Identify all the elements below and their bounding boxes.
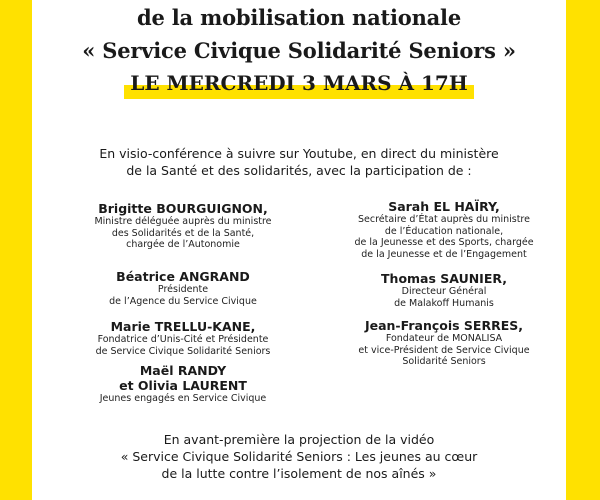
- participant-role-line: de Service Civique Solidarité Seniors: [95, 345, 271, 357]
- participant-saunier: [314, 271, 574, 309]
- footer-line-2: « Service Civique Solidarité Seniors : Les jeunes au cœur: [120, 449, 478, 464]
- participant-role-line: Fondatrice d’Unis-Cité et Présidente: [97, 334, 269, 345]
- participant-serres: [314, 318, 574, 368]
- participant-role-line: de la Jeunesse et des Sports, chargée: [354, 237, 534, 249]
- participant-bourguignon: [53, 201, 313, 251]
- video-premiere-text: [32, 431, 566, 482]
- participant-role-line: des Solidarités et de la Santé,: [111, 227, 255, 239]
- participant-role-line: de la Jeunesse et de l’Engagement: [361, 248, 527, 260]
- event-date: [32, 70, 566, 96]
- participant-role-line: Directeur Général: [401, 286, 487, 297]
- participant-trellu-kane: [53, 319, 313, 357]
- participant-role-line: et vice-Président de Service Civique: [358, 344, 530, 356]
- title-line-2: « Service Civique Solidarité Seniors »: [82, 38, 516, 63]
- participant-randy-laurent: [53, 363, 313, 405]
- participant-role-line: Secrétaire d’État auprès du ministre: [358, 214, 530, 225]
- participant-name: Béatrice ANGRAND: [116, 269, 250, 284]
- participant-name: Marie TRELLU-KANE,: [110, 319, 256, 334]
- participant-role-line: Ministre déléguée auprès du ministre: [94, 216, 272, 227]
- participant-role-line: de l’Éducation nationale,: [384, 225, 504, 237]
- participant-role-line: Solidarité Seniors: [402, 356, 486, 368]
- participant-el-hairy: [314, 199, 574, 260]
- participant-name: Jean-François SERRES,: [364, 318, 524, 333]
- intro-line-1: En visio-conférence à suivre sur Youtube, en direct du ministère: [99, 146, 499, 161]
- intro-text: [32, 145, 566, 179]
- invitation-sheet: [32, 0, 566, 500]
- participant-name: Sarah EL HAÏRY,: [388, 199, 500, 214]
- participant-name-2: et Olivia LAURENT: [119, 378, 247, 393]
- participant-role-line: Jeunes engagés en Service Civique: [99, 393, 267, 404]
- participant-name: Maël RANDY: [139, 363, 227, 378]
- intro-line-2: de la Santé et des solidarités, avec la participation de :: [126, 163, 472, 178]
- title-line-1: de la mobilisation nationale: [137, 5, 461, 30]
- footer-line-3: de la lutte contre l’isolement de nos aînés »: [161, 466, 437, 481]
- participant-name: Thomas SAUNIER,: [381, 271, 507, 286]
- participant-role-line: Présidente: [157, 284, 209, 295]
- footer-line-1: En avant-première la projection de la vidéo: [163, 432, 435, 447]
- event-date-text: LE MERCREDI 3 MARS À 17H: [130, 71, 468, 95]
- participant-role-line: de Malakoff Humanis: [394, 297, 494, 309]
- participant-role-line: chargée de l’Autonomie: [126, 239, 240, 251]
- participant-name: Brigitte BOURGUIGNON,: [98, 201, 268, 216]
- participant-angrand: [53, 269, 313, 307]
- participant-role-line: de l’Agence du Service Civique: [109, 295, 257, 307]
- participant-role-line: Fondateur de MONALISA: [385, 333, 503, 344]
